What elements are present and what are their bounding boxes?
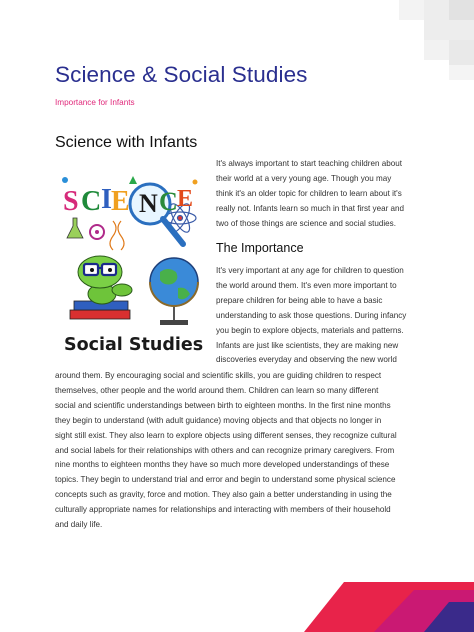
ribbon-decoration xyxy=(274,572,474,632)
page-title: Science & Social Studies xyxy=(55,62,308,87)
science-letter-e2: E xyxy=(177,186,194,212)
text-line: understanding to ask those questions. During infancy xyxy=(216,310,407,320)
text-line: really not. Infants learn so much in that first year and xyxy=(216,203,405,213)
text-line: think it's an older topic for children to learn about it's xyxy=(216,188,402,198)
science-illustration xyxy=(55,166,205,252)
subsection-heading: The Importance xyxy=(216,241,304,255)
text-line: themselves, other people and the world around them. Children can learn so many different xyxy=(55,385,379,395)
corner-decoration xyxy=(354,0,474,80)
text-line: two of those things are science and social studies. xyxy=(216,218,396,228)
text-line: and social labels for their relationships with others and can recognize primary caregivers. From xyxy=(55,445,395,455)
social-studies-caption: Social Studies xyxy=(64,335,204,355)
science-letter-c2: C xyxy=(159,187,178,216)
text-line: around them. By encouraging social and scientific skills, you are guiding children to respect xyxy=(55,371,382,380)
text-line: Infants are just like scientists, they are making new xyxy=(216,340,399,350)
text-line: and daily life. xyxy=(55,520,103,530)
science-letter-i: I xyxy=(101,184,112,215)
section-heading: Science with Infants xyxy=(55,134,198,151)
text-line: you begin to explore objects, materials and patterns. xyxy=(216,325,404,335)
science-letter-s: S xyxy=(63,186,79,217)
text-line: It's very important at any age for children to question xyxy=(216,266,404,275)
text-line: sight still exist. They also learn to explore objects using different senses, they recognize cultural xyxy=(55,430,397,440)
gear-icon xyxy=(90,225,104,239)
text-line: nine months to eighteen months they have so much more developed understandings of these xyxy=(55,460,390,470)
text-line: their world at a very young age. Though you may xyxy=(216,173,392,183)
body-paragraph xyxy=(55,369,397,533)
text-line: social and scientific understandings between birth to eighteen months. In the first nine months xyxy=(55,400,391,410)
text-line: topics. They begin to understand trial and error and begin to understand some physical science xyxy=(55,475,396,485)
science-letter-c: C xyxy=(81,186,102,217)
text-line: discoveries everyday and observing the new world xyxy=(216,355,397,365)
text-line: culturally appropriate names for relationships and interacting with members of their household xyxy=(55,505,391,515)
text-line: It's always important to start teaching children about xyxy=(216,159,402,168)
globe-icon xyxy=(150,258,198,325)
text-line: they begin to understand (with adult guidance) moving objects and that objects no longer in xyxy=(55,415,382,425)
science-letter-e: E xyxy=(111,186,130,217)
text-line: prepare children for being able to have a basic xyxy=(216,295,383,305)
flask-icon xyxy=(67,218,83,238)
intro-paragraph xyxy=(216,157,404,232)
text-line: the world around them. It's even more important to xyxy=(216,280,397,290)
dna-icon xyxy=(110,221,124,250)
social-studies-illustration xyxy=(62,252,206,358)
text-line: concepts such as gravity, force and motion. They also gain a better understanding in using the xyxy=(55,490,392,500)
importance-paragraph xyxy=(216,264,406,368)
science-letter-n: N xyxy=(139,189,158,218)
page-subtitle: Importance for Infants xyxy=(55,98,135,107)
